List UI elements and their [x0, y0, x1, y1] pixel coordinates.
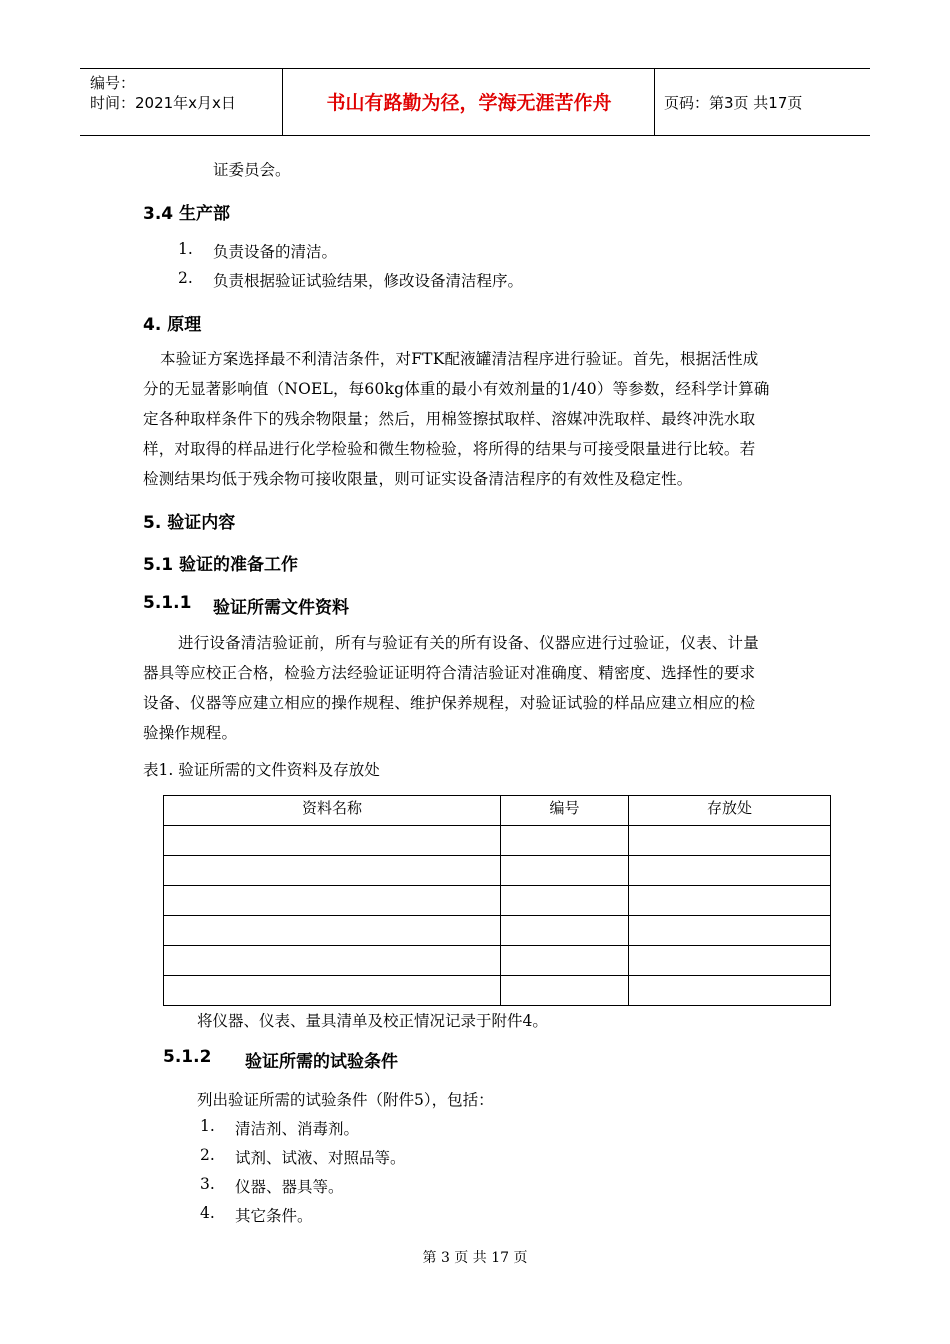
table-cell [501, 826, 629, 856]
para-line: 验操作规程。 [143, 724, 238, 742]
para-line: 设备、仪器等应建立相应的操作规程、维护保养规程，对验证试验的样品应建立相应的检 [143, 694, 756, 712]
table-row [164, 826, 831, 856]
table-cell [501, 976, 629, 1006]
page-footer: 第 3 页 共 17 页 [422, 1250, 528, 1266]
page-header [80, 68, 870, 136]
list-item: 2. [178, 269, 193, 287]
para-line: 分的无显著影响值（NOEL，每60kg体重的最小有效剂量的1/40）等参数，经科学计算确 [143, 380, 770, 398]
table-cell [629, 826, 831, 856]
table-row [164, 886, 831, 916]
table-cell [629, 946, 831, 976]
principle-paragraph [143, 344, 770, 494]
list-item: 3. [200, 1175, 215, 1193]
header-divider [654, 69, 655, 135]
column-header: 编号 [501, 796, 629, 826]
table-cell [501, 946, 629, 976]
list-item: 4. [200, 1204, 215, 1222]
table-cell [164, 916, 501, 946]
table-cell [164, 826, 501, 856]
number-label: 编号： [90, 74, 136, 92]
table-cell [164, 886, 501, 916]
list-item-text: 其它条件。 [235, 1207, 313, 1225]
section-5-title: 5. 验证内容 [143, 513, 236, 533]
para-line: 本验证方案选择最不利清洁条件，对FTK配液罐清洁程序进行验证。首先，根据活性成 [160, 350, 759, 368]
table-row [164, 916, 831, 946]
para-line: 定各种取样条件下的残余物限量；然后，用棉签擦拭取样、溶媒冲洗取样、最终冲洗水取 [143, 410, 756, 428]
list-item-text: 试剂、试液、对照品等。 [235, 1149, 406, 1167]
para-line: 检测结果均低于残余物可接收限量，则可证实设备清洁程序的有效性及稳定性。 [143, 470, 693, 488]
table-cell [164, 946, 501, 976]
documents-table [163, 795, 831, 1006]
table-cell [629, 976, 831, 1006]
table-row [164, 976, 831, 1006]
table-cell [501, 856, 629, 886]
list-item: 1. [178, 240, 193, 258]
table-caption: 表1. 验证所需的文件资料及存放处 [143, 761, 380, 779]
list-item-text: 负责设备的清洁。 [213, 243, 338, 261]
list-item: 1. [200, 1117, 215, 1135]
table-cell [501, 916, 629, 946]
header-page-info: 页码：第3页 共17页 [664, 94, 803, 112]
table-cell [164, 976, 501, 1006]
table-row [164, 856, 831, 886]
section-5-1-1-title: 验证所需文件资料 [213, 598, 349, 618]
section-5-1-title: 5.1 验证的准备工作 [143, 555, 299, 575]
documents-paragraph [143, 628, 759, 748]
table-cell [629, 856, 831, 886]
table-cell [501, 886, 629, 916]
header-motto: 书山有路勤为径，学海无涯苦作舟 [326, 92, 612, 114]
section-5-1-1-number: 5.1.1 [143, 593, 192, 613]
table-header-row [164, 796, 831, 826]
table-note: 将仪器、仪表、量具清单及校正情况记录于附件4。 [197, 1012, 548, 1030]
table-cell [629, 886, 831, 916]
header-divider [282, 69, 283, 135]
table-cell [164, 856, 501, 886]
para-line: 进行设备清洁验证前，所有与验证有关的所有设备、仪器应进行过验证，仪表、计量 [178, 634, 759, 652]
table-row [164, 946, 831, 976]
section-5-1-2-number: 5.1.2 [163, 1047, 212, 1067]
date-label: 时间：2021年x月x日 [90, 94, 236, 112]
section-3-4-title: 3.4 生产部 [143, 204, 231, 224]
list-item-text: 清洁剂、消毒剂。 [235, 1120, 360, 1138]
para-line: 样，对取得的样品进行化学检验和微生物检验，将所得的结果与可接受限量进行比较。若 [143, 440, 756, 458]
header-meta [90, 73, 236, 113]
table-cell [629, 916, 831, 946]
conditions-intro: 列出验证所需的试验条件（附件5），包括： [197, 1091, 494, 1109]
list-item-text: 负责根据验证试验结果，修改设备清洁程序。 [213, 272, 524, 290]
list-item-text: 仪器、器具等。 [235, 1178, 344, 1196]
column-header: 存放处 [629, 796, 831, 826]
list-item: 2. [200, 1146, 215, 1164]
column-header: 资料名称 [164, 796, 501, 826]
section-4-title: 4. 原理 [143, 315, 202, 335]
continued-line: 证委员会。 [213, 161, 291, 179]
section-5-1-2-title: 验证所需的试验条件 [245, 1052, 398, 1072]
para-line: 器具等应校正合格，检验方法经验证证明符合清洁验证对准确度、精密度、选择性的要求 [143, 664, 756, 682]
